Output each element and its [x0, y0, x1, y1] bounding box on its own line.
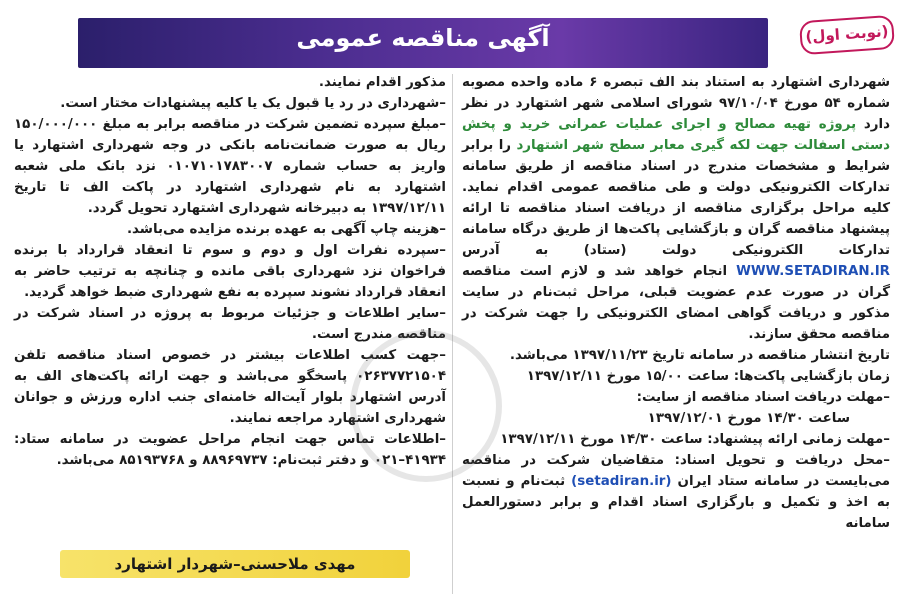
- setadiran-link[interactable]: (setadiran.ir): [571, 474, 672, 489]
- deadline-value-line: ساعت ۱۴/۳۰ مورخ ۱۳۹۷/۱۲/۰۱: [647, 411, 850, 426]
- other-info-line: –سایر اطلاعات و جزئیات مربوط به پروژه در اسناد شرکت در مناقصه مندرج است.: [14, 306, 446, 342]
- edition-badge: (نوبت اول): [799, 15, 895, 55]
- rejection-right-line: –شهرداری در رد یا قبول یک یا کلیه پیشنهادات مختار است.: [60, 96, 446, 111]
- mayor-signature: مهدی ملاحسنی–شهردار اشتهارد: [60, 550, 410, 578]
- contact-paragraph: –جهت کسب اطلاعات بیشتر در خصوص اسناد مناقصه تلفن ۰۲۶۳۷۷۲۱۵۰۴ پاسخگو می‌باشد و جهت ارائه پاکت‌های الف به آدرس اشتهارد بلوار آیت‌اله خامنه‌ای جنب اداره ورزش و جوانان شهرداری اشتهارد مراجعه نمایند.: [14, 348, 446, 426]
- setad-url-link[interactable]: WWW.SETADIRAN.IR: [736, 264, 890, 279]
- opening-time-line: زمان بازگشایی پاکت‌ها: ساعت ۱۵/۰۰ مورخ ۱۳۹۷/۱۲/۱۱: [526, 369, 890, 384]
- left-column: [14, 72, 446, 471]
- deadline-label-line: –مهلت دریافت اسناد مناقصه از سایت:: [636, 390, 890, 405]
- header-banner: [78, 18, 768, 68]
- setad-contact-line: –اطلاعات تماس جهت انجام مراحل عضویت در سامانه ستاد: ۴۱۹۳۴–۰۲۱ و دفتر ثبت‌نام: ۸۸۹۶۹۷۳۷ و ۸۵۱۹۳۷۶۸ می‌باشد.: [14, 432, 446, 468]
- ad-title: آگهی مناقصه عمومی: [296, 24, 550, 52]
- project-title: پروژه تهیه مصالح و اجرای عملیات عمرانی خرید و پخش دستی اسفالت جهت لکه گیری معابر سطح شهر اشتهارد: [462, 117, 890, 153]
- winners-deposit-paragraph: –سپرده نفرات اول و دوم و سوم تا انعقاد قرارداد با برنده فراخوان نزد شهرداری باقی مانده و چنانچه به ترتیب حاضر به انعقاد قرارداد نشوند سپرده به نفع شهرداری ضبط خواهد گردید.: [14, 243, 446, 300]
- deposit-paragraph: –مبلغ سپرده تضمین شرکت در مناقصه برابر به مبلغ ۱۵۰/۰۰۰/۰۰۰ ریال به صورت ضمانت‌نامه بانکی در وجه شهرداری اشتهارد یا واریز به حساب شماره ۰۱۰۷۱۰۱۷۸۳۰۰۷ نزد بانک ملی شعبه اشتهارد به نام شهرداری اشتهارد در پاکت الف تا تاریخ ۱۳۹۷/۱۲/۱۱ به دبیرخانه شهرداری اشتهارد تحویل گردد.: [14, 117, 446, 216]
- publish-date-line: تاریخ انتشار مناقصه در سامانه تاریخ ۱۳۹۷/۱۱/۲۳ می‌باشد.: [509, 348, 890, 363]
- right-column: [462, 72, 890, 534]
- delivery-text-a: –محل دریافت و تحویل اسناد: متقاضیان شرکت در مناقصه می‌بایست در سامانه ستاد ایران: [462, 453, 890, 489]
- delivery-text-b: ثبت‌نام و نسبت به اخذ و تکمیل و بارگزاری اسناد اقدام و برابر دستورالعمل سامانه: [462, 474, 890, 531]
- intro-text-a: شهرداری اشتهارد به استناد بند الف تبصره ۶ ماده واحده مصوبه شماره ۵۴ مورخ ۹۷/۱۰/۰۴ شورای اسلامی شهر اشتهارد در نظر دارد: [462, 75, 890, 132]
- offer-deadline-line: –مهلت زمانی ارائه پیشنهاد: ساعت ۱۴/۳۰ مورخ ۱۳۹۷/۱۲/۱۱: [500, 432, 890, 447]
- delivery-paragraph: [462, 450, 890, 534]
- intro-paragraph: [462, 72, 890, 345]
- intro-text-b: را برابر شرایط و مشخصات مندرج در اسناد مناقصه از طریق سامانه تدارکات الکترونیکی دولت و طی مناقصه عمومی اقدام نماید. کلیه مراحل برگزاری مناقصه از دریافت اسناد مناقصه تا ارائه پیشنهاد مناقصه گران و بازگشایی پاکت‌ها از طریق درگاه سامانه تدارکات الکترونیکی دولت (ستاد) به آدرس: [462, 138, 890, 258]
- left-line-1: مذکور اقدام نمایند.: [318, 75, 446, 90]
- ad-cost-line: –هزینه چاپ آگهی به عهده برنده مزایده می‌باشد.: [126, 222, 446, 237]
- column-divider: [452, 74, 453, 594]
- intro-text-c: انجام خواهد شد و لازم است مناقصه گران در صورت عدم عضویت قبلی، مراحل ثبت‌نام در سایت مذکور و دریافت گواهی امضای الکترونیکی را جهت شرکت در مناقصه محقق سازند.: [462, 264, 890, 342]
